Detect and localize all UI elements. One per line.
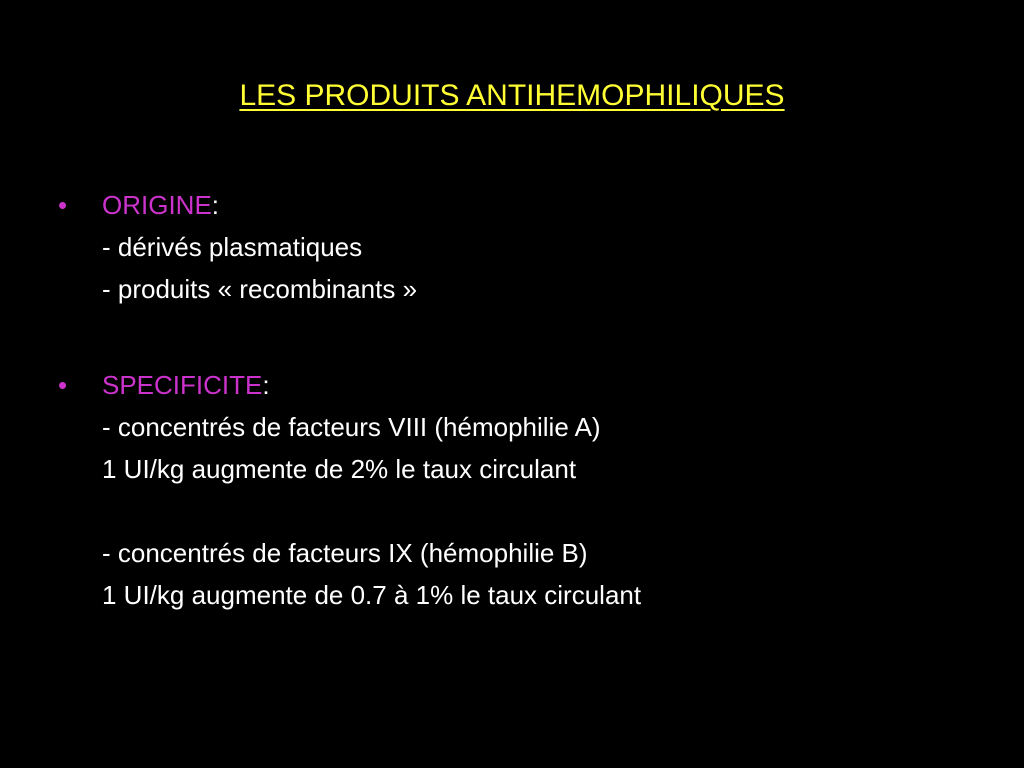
bullet-heading-line — [102, 364, 978, 406]
bullet-row — [58, 184, 978, 310]
bullet-origine — [58, 184, 978, 310]
bullet-dot-icon: • — [58, 190, 68, 220]
slide-title: LES PRODUITS ANTIHEMOPHILIQUES — [239, 79, 785, 112]
bullet-line: - produits « recombinants » — [102, 274, 418, 304]
bullet-line: - dérivés plasmatiques — [102, 232, 363, 262]
bullet-heading-line — [102, 184, 978, 226]
bullet-heading: SPECIFICITE — [102, 370, 263, 400]
bullet-line: - concentrés de facteurs IX (hémophilie B) — [102, 538, 588, 568]
bullet-line: - concentrés de facteurs VIII (hémophilie A) — [102, 412, 601, 442]
heading-separator: : — [211, 190, 220, 220]
bullet-specificite — [58, 364, 978, 616]
bullet-dot-icon: • — [58, 370, 68, 400]
bullet-row — [58, 364, 978, 616]
bullet-line: 1 UI/kg augmente de 0.7 à 1% le taux circulant — [102, 580, 642, 610]
heading-separator: : — [262, 370, 270, 400]
spacer — [102, 490, 978, 532]
bullet-line: 1 UI/kg augmente de 2% le taux circulant — [102, 454, 577, 484]
bullet-heading: ORIGINE — [102, 190, 212, 220]
